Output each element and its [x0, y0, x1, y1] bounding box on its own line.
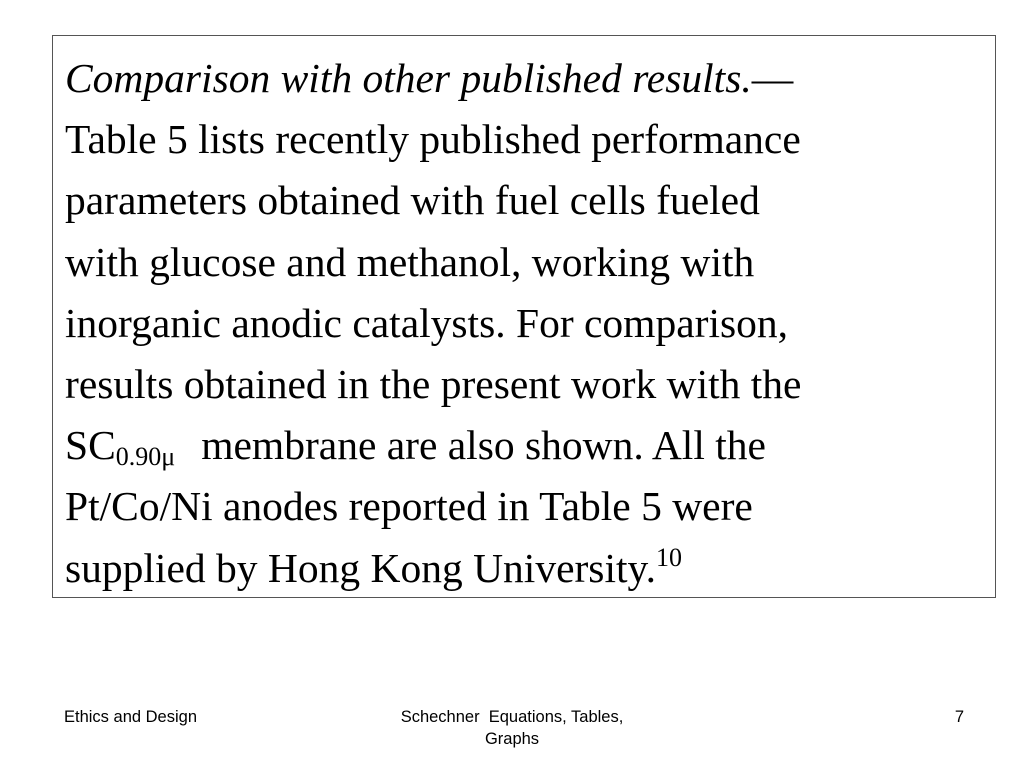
- body-line-5: inorganic anodic catalysts. For comparison,: [65, 299, 789, 346]
- body-text-box: [52, 35, 996, 598]
- sc-subscript: 0.90μ: [115, 442, 176, 472]
- lead-in-heading: Comparison with other published results.: [65, 55, 752, 101]
- sc-text: SC: [65, 422, 116, 469]
- body-line-8: Pt/Co/Ni anodes reported in Table 5 were: [65, 483, 753, 530]
- body-line-3: parameters obtained with fuel cells fueled: [65, 177, 760, 224]
- body-line-2: Table 5 lists recently published performance: [65, 116, 801, 163]
- after-sc-text: membrane are also shown. All the: [201, 422, 766, 469]
- body-line-4: with glucose and methanol, working with: [65, 238, 755, 285]
- body-line-9: [65, 538, 995, 599]
- body-line-7: [65, 415, 995, 476]
- body-line-9-text: supplied by Hong Kong University.: [65, 544, 656, 591]
- body-line-6: results obtained in the present work with the: [65, 360, 802, 407]
- footer-center-line-1: Schechner Equations, Tables,: [400, 708, 624, 726]
- em-dash: —: [751, 55, 794, 101]
- page-number: 7: [954, 708, 964, 726]
- footer-left: Ethics and Design: [64, 708, 197, 726]
- footer-center: [360, 706, 664, 750]
- body-line-1: [65, 48, 995, 109]
- footnote-reference: 10: [655, 542, 682, 572]
- footer-center-line-2: Graphs: [484, 730, 540, 748]
